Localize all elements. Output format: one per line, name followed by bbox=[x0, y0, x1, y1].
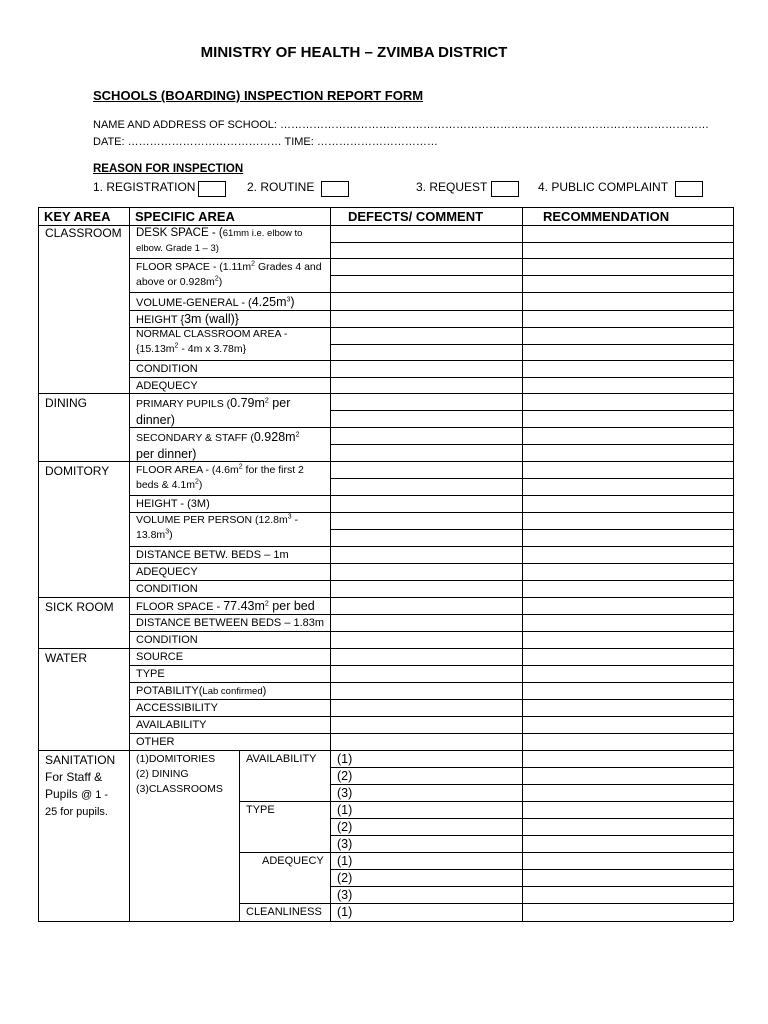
key-area-sick-room: SICK ROOM bbox=[45, 600, 114, 614]
spec-water-availability: AVAILABILITY bbox=[136, 719, 207, 731]
spec-condition: CONDITION bbox=[136, 363, 198, 375]
option-registration-label: 1. REGISTRATION bbox=[93, 180, 196, 194]
table-border-top bbox=[38, 207, 733, 208]
table-divider bbox=[330, 410, 733, 411]
option-public-complaint-label: 4. PUBLIC COMPLAINT bbox=[538, 180, 669, 194]
sanitation-line: SANITATION bbox=[45, 753, 116, 767]
table-divider bbox=[129, 310, 733, 311]
header-specific-area: SPECIFIC AREA bbox=[135, 209, 235, 224]
table-divider bbox=[330, 835, 733, 836]
spec-sick-floor-space: FLOOR SPACE - $77.43m^2$ per bed bbox=[136, 599, 315, 613]
table-border-bottom bbox=[38, 921, 733, 922]
table-divider bbox=[129, 258, 733, 259]
table-divider bbox=[330, 767, 733, 768]
sanitation-cleanliness: CLEANLINESS bbox=[246, 906, 322, 918]
reason-title: REASON FOR INSPECTION bbox=[93, 163, 244, 175]
routine-checkbox[interactable] bbox=[321, 181, 349, 197]
table-divider bbox=[129, 614, 733, 615]
form-title: SCHOOLS (BOARDING) INSPECTION REPORT FORM bbox=[93, 88, 424, 103]
sanitation-line: 25 for pupils. bbox=[45, 806, 108, 818]
table-divider bbox=[129, 360, 733, 361]
table-divider bbox=[129, 631, 733, 632]
spec-primary-pupils: PRIMARY PUPILS ($0.79m^2$ per dinner) bbox=[136, 396, 291, 427]
spec-adequecy: ADEQUECY bbox=[136, 380, 198, 392]
spec-volume-general: VOLUME-GENERAL - $(4.25m^3)$ bbox=[136, 295, 295, 309]
table-border-left bbox=[38, 207, 39, 921]
table-divider bbox=[38, 597, 733, 598]
table-divider bbox=[129, 682, 733, 683]
sanitation-line: For Staff & bbox=[45, 770, 103, 784]
table-divider bbox=[38, 393, 733, 394]
sanitation-adequecy: ADEQUECY bbox=[262, 855, 324, 867]
table-divider bbox=[129, 546, 733, 547]
spec-sick-distance: DISTANCE BETWEEN BEDS – 1.83m bbox=[136, 617, 325, 629]
sanitation-type: TYPE bbox=[246, 804, 275, 816]
option-routine-label: 2. ROUTINE bbox=[247, 180, 315, 194]
table-divider bbox=[129, 665, 733, 666]
page-title: MINISTRY OF HEALTH – ZVIMBA DISTRICT bbox=[200, 44, 508, 61]
spec-dorm-floor-area: FLOOR AREA - ($4.6m^2$ for the first 2 beds & $4.1m^2$) bbox=[136, 463, 304, 491]
table-divider bbox=[330, 886, 733, 887]
table-divider bbox=[330, 784, 733, 785]
sanitation-number: (1) bbox=[337, 803, 353, 817]
key-area-dining: DINING bbox=[45, 396, 87, 410]
table-divider bbox=[38, 648, 733, 649]
spec-water-accessibility: ACCESSIBILITY bbox=[136, 702, 218, 714]
table-divider bbox=[330, 242, 733, 243]
header-defects-comment: DEFECTS/ COMMENT bbox=[348, 209, 484, 224]
header-key-area: KEY AREA bbox=[44, 209, 111, 224]
table-divider bbox=[129, 716, 733, 717]
table-divider bbox=[330, 869, 733, 870]
table-divider bbox=[239, 903, 733, 904]
table-divider bbox=[330, 478, 733, 479]
sanitation-line: Pupils @ 1 - bbox=[45, 787, 109, 801]
spec-water-potability: POTABILITY(Lab confirmed) bbox=[136, 685, 267, 697]
date-time-field[interactable]: DATE: …………………………………… TIME: …………………………… bbox=[93, 136, 438, 148]
spec-water-other: OTHER bbox=[136, 736, 175, 748]
table-divider bbox=[330, 207, 331, 921]
public-complaint-checkbox[interactable] bbox=[675, 181, 703, 197]
spec-dorm-condition: CONDITION bbox=[136, 583, 198, 595]
spec-height: HEIGHT {3m (wall)} bbox=[136, 312, 239, 326]
spec-sanitation-places: (1)DOMITORIES (2) DINING (3)CLASSROOMS bbox=[136, 753, 223, 795]
sanitation-number: (2) bbox=[337, 871, 353, 885]
spec-volume-per-person: VOLUME PER PERSON ($12.8m^3$ - $13.8m^3$) bbox=[136, 513, 299, 541]
spec-water-source: SOURCE bbox=[136, 651, 184, 663]
table-divider bbox=[129, 495, 733, 496]
sanitation-number: (1) bbox=[337, 854, 353, 868]
key-area-water: WATER bbox=[45, 651, 87, 665]
table-divider bbox=[129, 580, 733, 581]
name-address-field[interactable]: NAME AND ADDRESS OF SCHOOL: ……………………………………………………………………………………………………… bbox=[93, 119, 710, 131]
spec-dorm-height: HEIGHT - (3M) bbox=[136, 498, 210, 510]
spec-distance-beds: DISTANCE BETW. BEDS – 1m bbox=[136, 549, 289, 561]
spec-normal-classroom-area: NORMAL CLASSROOM AREA - {$15.13m^2 - 4m$ x 3.78m} bbox=[136, 328, 288, 355]
table-divider bbox=[129, 563, 733, 564]
header-recommendation: RECOMMENDATION bbox=[543, 209, 670, 224]
spec-floor-space: FLOOR SPACE - ($1.11m^2$ Grades 4 and above or $0.928m^2$) bbox=[136, 260, 322, 288]
table-divider bbox=[129, 733, 733, 734]
table-divider bbox=[330, 275, 733, 276]
sanitation-number: (3) bbox=[337, 888, 353, 902]
sanitation-availability: AVAILABILITY bbox=[246, 753, 317, 765]
table-divider bbox=[330, 444, 733, 445]
table-divider bbox=[129, 207, 130, 921]
spec-dorm-adequecy: ADEQUECY bbox=[136, 566, 198, 578]
key-area-sanitation bbox=[45, 752, 115, 821]
option-request-label: 3. REQUEST bbox=[416, 180, 488, 194]
table-divider bbox=[330, 818, 733, 819]
spec-secondary-staff: SECONDARY & STAFF ($0.928m^2$ per dinner) bbox=[136, 430, 300, 461]
registration-checkbox[interactable] bbox=[198, 181, 226, 197]
table-divider bbox=[522, 207, 523, 921]
sanitation-number: (2) bbox=[337, 769, 353, 783]
sanitation-number: (2) bbox=[337, 820, 353, 834]
sanitation-number: (3) bbox=[337, 837, 353, 851]
key-area-domitory: DOMITORY bbox=[45, 464, 110, 478]
spec-sick-condition: CONDITION bbox=[136, 634, 198, 646]
spec-water-type: TYPE bbox=[136, 668, 165, 680]
table-divider bbox=[330, 344, 733, 345]
table-divider bbox=[129, 699, 733, 700]
table-divider bbox=[38, 750, 733, 751]
table-divider bbox=[239, 801, 733, 802]
table-divider bbox=[239, 852, 733, 853]
key-area-classroom: CLASSROOM bbox=[45, 226, 122, 240]
sanitation-number: (3) bbox=[337, 786, 353, 800]
table-divider bbox=[239, 750, 240, 921]
request-checkbox[interactable] bbox=[491, 181, 519, 197]
sanitation-number: (1) bbox=[337, 905, 353, 919]
table-divider bbox=[330, 529, 733, 530]
table-divider bbox=[129, 292, 733, 293]
sanitation-number: (1) bbox=[337, 752, 353, 766]
table-divider bbox=[129, 377, 733, 378]
table-border-right bbox=[733, 207, 734, 921]
spec-desk-space: DESK SPACE - (61mm i.e. elbow to elbow. Grade 1 – 3) bbox=[136, 227, 303, 254]
